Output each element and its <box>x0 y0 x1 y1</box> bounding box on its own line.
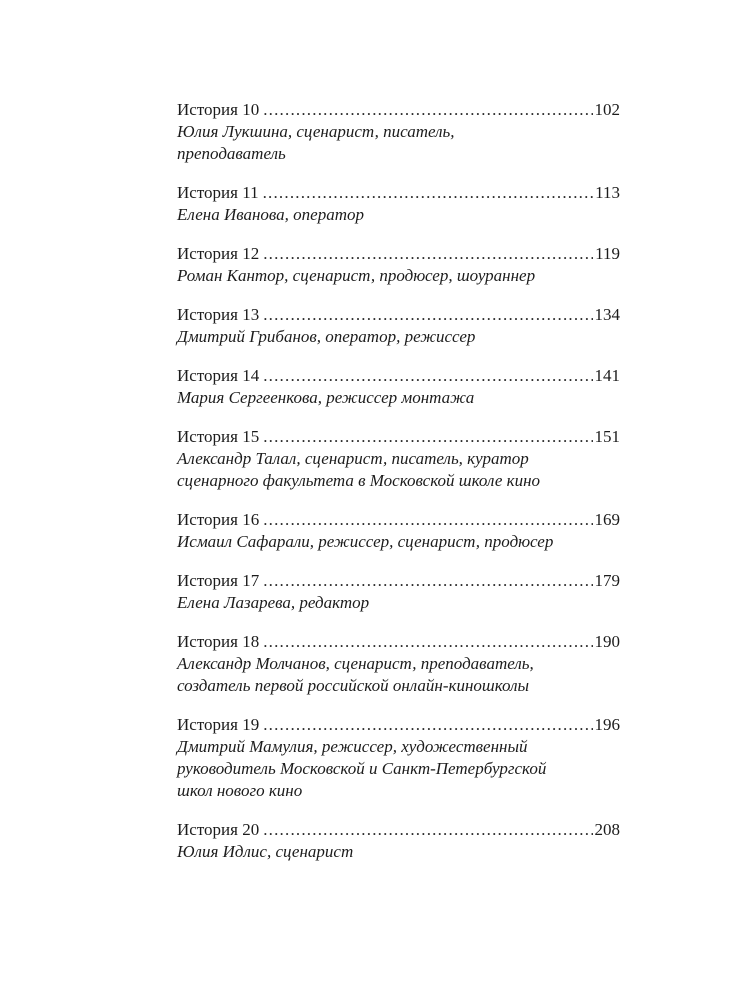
dot-leader <box>263 304 592 326</box>
toc-entry-author-line: Юлия Лукшина, сценарист, писатель, <box>177 122 455 141</box>
toc-page-number: 119 <box>595 244 620 263</box>
toc-entry <box>177 365 620 409</box>
toc-entry-author-line: Мария Сергеенкова, режиссер монтажа <box>177 388 475 407</box>
toc-entry-author-line: Александр Талал, сценарист, писатель, куратор <box>177 449 529 468</box>
toc-entry <box>177 509 620 553</box>
toc-title-line <box>177 426 620 448</box>
toc-entry <box>177 570 620 614</box>
dot-leader <box>263 426 592 448</box>
toc-entry-title: История 16 <box>177 510 260 529</box>
toc-entry-title: История 17 <box>177 571 260 590</box>
toc-entry-title: История 19 <box>177 715 260 734</box>
toc-entry-author-line: Елена Иванова, оператор <box>177 205 365 224</box>
toc-entry <box>177 714 620 802</box>
toc-page-number: 102 <box>594 100 620 119</box>
toc-entry-title: История 20 <box>177 820 260 839</box>
toc-entry <box>177 243 620 287</box>
toc-entry-title: История 13 <box>177 305 260 324</box>
toc-entry <box>177 182 620 226</box>
toc-page-number: 179 <box>594 571 620 590</box>
dot-leader <box>263 182 594 204</box>
toc-page-number: 196 <box>594 715 620 734</box>
dot-leader <box>263 631 592 653</box>
toc-entry-author-line: Александр Молчанов, сценарист, преподаватель, <box>177 654 534 673</box>
dot-leader <box>263 819 592 841</box>
toc-page-number: 208 <box>594 820 620 839</box>
toc-entry-author-line: Дмитрий Мамулия, режиссер, художественный <box>177 737 528 756</box>
toc-entry-author-line: преподаватель <box>177 144 286 163</box>
toc-title-line <box>177 182 620 204</box>
toc-entry-title: История 18 <box>177 632 260 651</box>
toc-title-line <box>177 99 620 121</box>
toc-title-line <box>177 819 620 841</box>
toc-entry-title: История 15 <box>177 427 260 446</box>
dot-leader <box>263 365 592 387</box>
toc-entry-author-line: Дмитрий Грибанов, оператор, режиссер <box>177 327 476 346</box>
toc-entry-title: История 12 <box>177 244 260 263</box>
toc-entry-title: История 14 <box>177 366 260 385</box>
toc-title-line <box>177 365 620 387</box>
toc-page-number: 190 <box>594 632 620 651</box>
toc-page-number: 151 <box>594 427 620 446</box>
toc-entry <box>177 819 620 863</box>
toc-entry <box>177 304 620 348</box>
dot-leader <box>263 99 592 121</box>
toc-title-line <box>177 714 620 736</box>
dot-leader <box>263 714 592 736</box>
toc-entry-title: История 11 <box>177 183 259 202</box>
toc-page-number: 141 <box>594 366 620 385</box>
toc-title-line <box>177 509 620 531</box>
dot-leader <box>263 509 592 531</box>
toc-entry-author-line: создатель первой российской онлайн-киношколы <box>177 676 530 695</box>
toc-entry <box>177 631 620 697</box>
toc-entry-author-line: школ нового кино <box>177 781 303 800</box>
toc-entry <box>177 426 620 492</box>
toc-page-number: 134 <box>594 305 620 324</box>
toc-title-line <box>177 631 620 653</box>
toc-entry-author-line: руководитель Московской и Санкт-Петербургской <box>177 759 547 778</box>
toc-page-number: 113 <box>595 183 620 202</box>
toc-title-line <box>177 243 620 265</box>
dot-leader <box>263 243 593 265</box>
toc-entry-author-line: Юлия Идлис, сценарист <box>177 842 354 861</box>
table-of-contents <box>177 99 620 880</box>
toc-entry-title: История 10 <box>177 100 260 119</box>
toc-entry-author-line: Исмаил Сафарали, режиссер, сценарист, продюсер <box>177 532 554 551</box>
toc-entry-author-line: Елена Лазарева, редактор <box>177 593 370 612</box>
toc-entry-author-line: сценарного факультета в Московской школе кино <box>177 471 541 490</box>
dot-leader <box>263 570 592 592</box>
toc-entry-author-line: Роман Кантор, сценарист, продюсер, шоураннер <box>177 266 536 285</box>
toc-title-line <box>177 570 620 592</box>
toc-entry <box>177 99 620 165</box>
toc-title-line <box>177 304 620 326</box>
toc-page-number: 169 <box>594 510 620 529</box>
